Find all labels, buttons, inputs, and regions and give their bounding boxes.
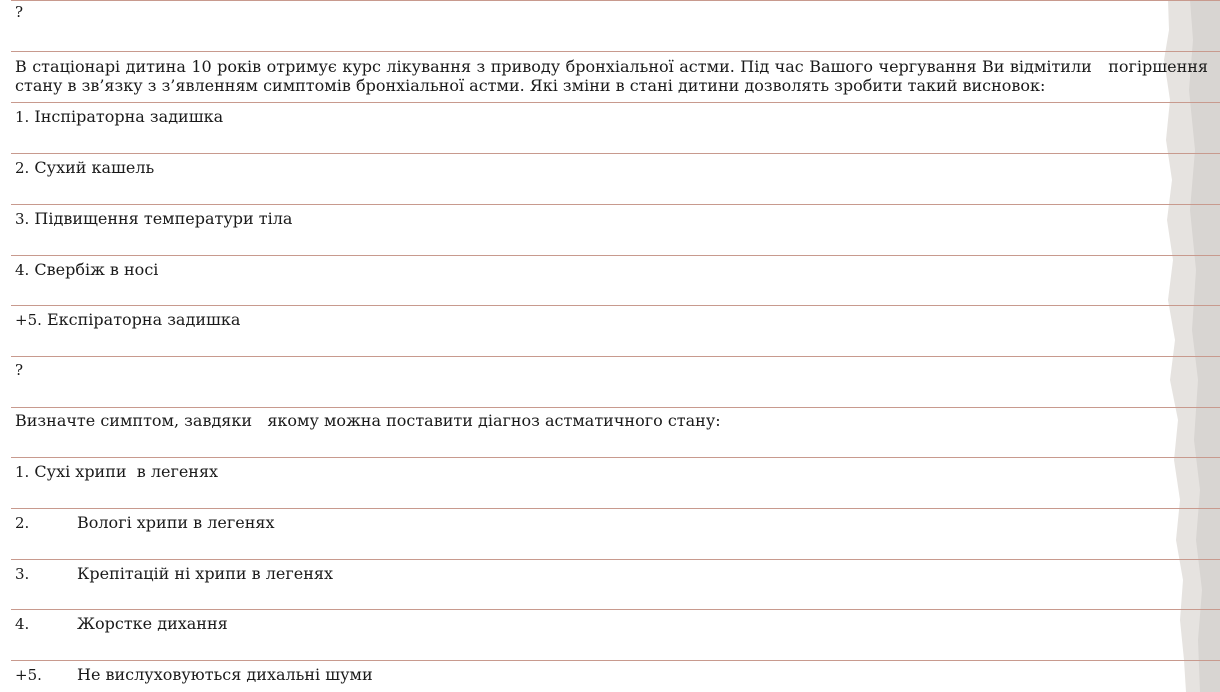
question-marker: ?: [15, 361, 24, 379]
answer-option-text: Інспіраторна задишка: [34, 107, 224, 126]
answer-option: [15, 462, 1208, 482]
answer-option: [15, 209, 1208, 229]
answer-option-row: [11, 508, 1220, 559]
answer-option-text: Крепітацій ні хрипи в легенях: [77, 564, 333, 583]
answer-option: [15, 665, 1208, 685]
answer-option-row: [11, 457, 1220, 508]
answer-option-number: 1.: [15, 108, 30, 126]
answer-option-number: 3.: [15, 565, 30, 583]
answer-option-number: 4.: [15, 615, 30, 633]
answer-option-row: [11, 102, 1220, 153]
question-text: В стаціонарі дитина 10 років отримує курс лікування з приводу бронхіальної астми. Під час Вашого чергування Ви відмітили погіршення стану в зв’язку з з’явленням симптомів бронхіальної астми. Які зміни в стані дитини дозволять зробити такий висновок:: [15, 57, 1214, 95]
answer-option-row: [11, 609, 1220, 660]
answer-option: [15, 513, 1208, 533]
answer-option-text: Сухі хрипи в легенях: [34, 462, 219, 481]
answer-option: [15, 260, 1208, 280]
answer-option-text: Сухий кашель: [34, 158, 155, 177]
answer-option-row: [11, 153, 1220, 204]
answer-option-text: Підвищення температури тіла: [34, 209, 293, 228]
answer-option-text: Свербіж в носі: [34, 260, 159, 279]
answer-option: [15, 310, 1208, 330]
answer-option-text: Вологі хрипи в легенях: [77, 513, 275, 532]
question-marker-row: [11, 0, 1220, 51]
answer-option-row: [11, 559, 1220, 609]
question-table: [11, 0, 1220, 692]
answer-option-number: 3.: [15, 210, 30, 228]
answer-option-text: Не вислуховуються дихальні шуми: [77, 665, 373, 684]
answer-option: [15, 107, 1208, 127]
question-marker-row: [11, 356, 1220, 407]
answer-option: [15, 614, 1208, 634]
answer-option-row: [11, 255, 1220, 305]
answer-option-number: 2.: [15, 159, 30, 177]
question-text-row: [11, 407, 1220, 457]
answer-option-text: Жорстке дихання: [77, 614, 228, 633]
answer-option-number: +5.: [15, 666, 42, 684]
answer-option-text: Експіраторна задишка: [46, 310, 241, 329]
correct-answer-option-row: [11, 305, 1220, 356]
question-marker: ?: [15, 3, 24, 21]
answer-option-row: [11, 204, 1220, 255]
question-text: Визначте симптом, завдяки якому можна поставити діагноз астматичного стану:: [15, 411, 721, 430]
question-text-row: [11, 51, 1220, 102]
correct-answer-option-row: [11, 660, 1220, 692]
answer-option: [15, 158, 1208, 178]
answer-option-number: 1.: [15, 463, 30, 481]
answer-option-number: 2.: [15, 514, 30, 532]
answer-option: [15, 564, 1208, 584]
answer-option-number: +5.: [15, 311, 42, 329]
answer-option-number: 4.: [15, 261, 30, 279]
